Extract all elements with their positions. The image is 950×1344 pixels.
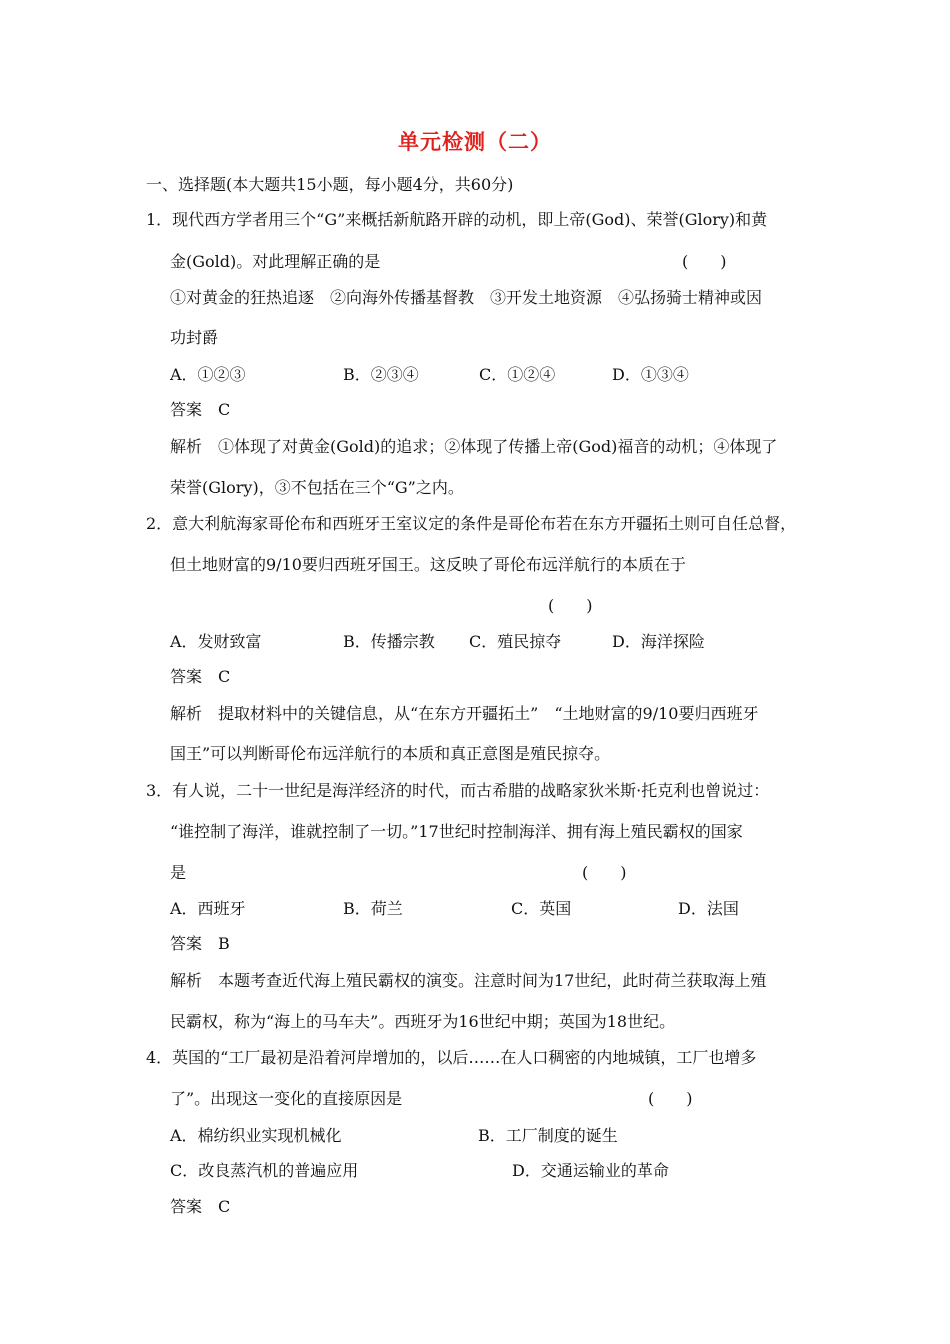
q4-option-b: B．工厂制度的诞生 [478, 1126, 618, 1145]
q1-option-c: C．①②④ [479, 365, 556, 384]
q3-analysis-line2: 民霸权，称为“海上的马车夫”。西班牙为16世纪中期；英国为18世纪。 [170, 1012, 676, 1031]
q1-analysis-line2: 荣誉(Glory)，③不包括在三个“G”之内。 [170, 478, 464, 497]
q3-option-a: A．西班牙 [170, 899, 246, 918]
q4-option-c: C．改良蒸汽机的普遍应用 [170, 1161, 359, 1180]
q2-stem-line2: 但土地财富的9/10要归西班牙国王。这反映了哥伦布远洋航行的本质在于 [170, 555, 686, 574]
q1-option-b: B．②③④ [343, 365, 419, 384]
q2-option-c: C．殖民掠夺 [469, 632, 562, 651]
q3-option-b: B．荷兰 [343, 899, 403, 918]
q3-option-d: D．法国 [678, 899, 739, 918]
q1-items-line1: ①对黄金的狂热追逐 ②向海外传播基督教 ③开发土地资源 ④弘扬骑士精神或因 [170, 288, 763, 307]
q1-answer-blank: ( ) [682, 252, 727, 271]
q1-option-a: A．①②③ [170, 365, 246, 384]
q3-option-c: C．英国 [511, 899, 572, 918]
q2-answer-blank: ( ) [548, 596, 593, 615]
q3-stem-line3: 是 [170, 863, 187, 882]
q1-option-d: D．①③④ [612, 365, 689, 384]
q4-stem-line1: 4．英国的“工厂最初是沿着河岸增加的，以后……在人口稠密的内地城镇，工厂也增多 [146, 1048, 757, 1067]
q2-answer: 答案 C [170, 667, 231, 686]
q2-option-a: A．发财致富 [170, 632, 262, 651]
q4-option-a: A．棉纺织业实现机械化 [170, 1126, 342, 1145]
q4-option-d: D．交通运输业的革命 [512, 1161, 669, 1180]
q1-items-line2: 功封爵 [170, 328, 219, 347]
q4-stem-line2: 了”。出现这一变化的直接原因是 [170, 1089, 403, 1108]
q2-analysis-line1: 解析 提取材料中的关键信息，从“在东方开疆拓土” “土地财富的9/10要归西班牙 [170, 704, 759, 723]
q2-option-d: D．海洋探险 [612, 632, 705, 651]
page-title: 单元检测（二） [398, 129, 552, 154]
q3-stem-line1: 3．有人说，二十一世纪是海洋经济的时代，而古希腊的战略家狄米斯·托克利也曾说过： [146, 781, 770, 800]
q3-answer: 答案 B [170, 934, 230, 953]
q1-stem-line1: 1．现代西方学者用三个“G”来概括新航路开辟的动机，即上帝(God)、荣誉(Glory)和黄 [146, 210, 768, 229]
section-heading: 一、选择题(本大题共15小题，每小题4分，共60分) [146, 175, 514, 194]
q3-answer-blank: ( ) [582, 863, 627, 882]
q4-answer-blank: ( ) [648, 1089, 693, 1108]
q2-analysis-line2: 国王”可以判断哥伦布远洋航行的本质和真正意图是殖民掠夺。 [170, 744, 611, 763]
q2-stem-line1: 2．意大利航海家哥伦布和西班牙王室议定的条件是哥伦布若在东方开疆拓土则可自任总督， [146, 514, 797, 533]
q3-analysis-line1: 解析 本题考查近代海上殖民霸权的演变。注意时间为17世纪，此时荷兰获取海上殖 [170, 971, 767, 990]
q3-stem-line2: “谁控制了海洋，谁就控制了一切。”17世纪时控制海洋、拥有海上殖民霸权的国家 [170, 822, 743, 841]
q4-answer: 答案 C [170, 1197, 231, 1216]
q1-answer: 答案 C [170, 400, 231, 419]
q1-analysis-line1: 解析 ①体现了对黄金(Gold)的追求；②体现了传播上帝(God)福音的动机；④体现了 [170, 437, 778, 456]
q1-stem-line2: 金(Gold)。对此理解正确的是 [170, 252, 381, 271]
q2-option-b: B．传播宗教 [343, 632, 435, 651]
